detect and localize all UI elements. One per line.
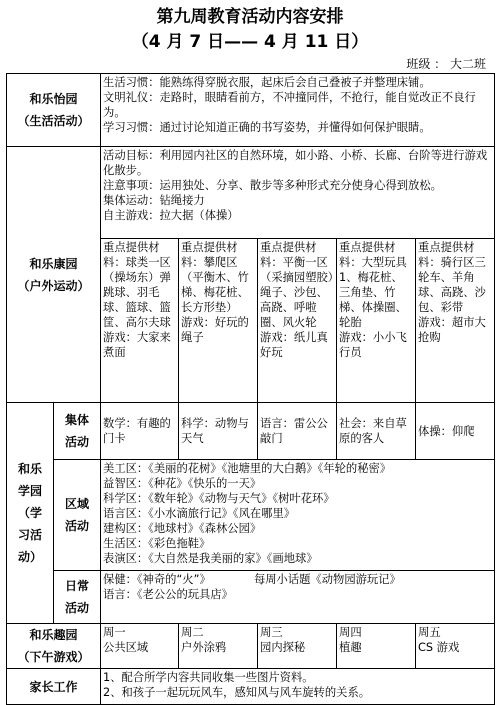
class-label: 班级 ： 大二班 <box>406 57 486 71</box>
afternoon-row <box>7 624 495 669</box>
parents-line: 2、和孩子一起玩玩风车，感知风与风车旋转的关系。 <box>103 686 371 699</box>
afternoon-activity: 户外涂鸦 <box>181 641 227 654</box>
afternoon-day-cell <box>416 624 495 669</box>
outdoor-day-cell <box>258 239 337 403</box>
outdoor-day-text: 重点提供材料：球类一区（操场东）弹跳球、羽毛球、篮球、篮筐、高尔夫球 游戏：大家来煮面 <box>103 241 171 359</box>
outdoor-day-cell <box>416 239 495 403</box>
daily-line <box>103 572 492 587</box>
outdoor-line: 注意事项：运用独处、分享、散步等多种形式充分使身心得到放松。 <box>103 179 442 192</box>
outdoor-label <box>7 147 101 403</box>
area-activity-row <box>7 460 495 571</box>
afternoon-day: 周二 <box>181 626 204 639</box>
outdoor-day-text: 重点提供材料：大型玩具1、梅花桩、三角垫、竹梯、体操圈、轮胎 游戏：小小飞行员 <box>339 241 407 359</box>
afternoon-day: 周五 <box>418 626 441 639</box>
date-range: （4 月 7 日—— 4 月 11 日） <box>131 32 369 52</box>
parents-content <box>101 669 495 705</box>
area-line: 语言区：《小水滴旅行记》《风在哪里》 <box>103 507 296 520</box>
life-row <box>7 74 495 147</box>
group-activity-cell: 社会：来自草原的客人 <box>337 403 416 460</box>
study-label-part: 和乐 <box>17 462 42 476</box>
schedule-table <box>6 73 495 705</box>
outdoor-line: 活动目标：利用园内社区的自然环境，如小路、小桥、长廊、台阶等进行游戏化散步。 <box>103 149 488 177</box>
life-label-sub: （生活活动） <box>17 114 90 128</box>
area-label-part: 区域 <box>65 497 90 511</box>
area-line: 美工区：《美丽的花树》《池塘里的大白鹅》《年轮的秘密》 <box>103 462 392 475</box>
daily-activity-content <box>101 571 495 624</box>
daily-activity-row <box>7 571 495 624</box>
daily-language: 语言：《老公公的玩具店》 <box>103 588 233 601</box>
parents-label: 家长工作 <box>7 669 101 705</box>
outdoor-day-cell <box>179 239 258 403</box>
afternoon-day: 周四 <box>339 626 362 639</box>
daily-activity-label <box>54 571 101 624</box>
area-activity-content <box>101 460 495 571</box>
study-label-part: 学园 <box>17 484 42 498</box>
group-activity-cell: 数学：有趣的门卡 <box>101 403 179 460</box>
area-line: 生活区：《彩色拖鞋》 <box>103 537 211 550</box>
outdoor-content <box>101 147 495 239</box>
afternoon-day: 周三 <box>260 626 283 639</box>
group-activity-label <box>54 403 101 460</box>
outdoor-row <box>7 147 495 239</box>
outdoor-day-text: 重点提供材料：骑行区三轮车、羊角球、高跷、沙包、彩带 游戏：超市大抢购 <box>418 241 486 344</box>
afternoon-label-name: 和乐趣园 <box>29 628 78 642</box>
afternoon-day-cell <box>337 624 416 669</box>
afternoon-label <box>7 624 101 669</box>
afternoon-activity: 园内探秘 <box>260 641 306 654</box>
life-line: 生活习惯：能熟练得穿脱衣服，起床后会自己叠被子并整理床铺。 <box>103 76 431 89</box>
outdoor-day-cell <box>337 239 416 403</box>
study-label <box>7 403 54 624</box>
afternoon-day-cell <box>258 624 337 669</box>
parents-row <box>7 669 495 705</box>
area-line: 表演区：《大自然是我美丽的家》《画地球》 <box>103 552 318 565</box>
outdoor-day-text: 重点提供材料：攀爬区（平衡木、竹梯、梅花桩、长方形垫） 游戏：好玩的绳子 <box>181 241 249 344</box>
afternoon-day: 周一 <box>103 626 126 639</box>
area-line: 科学区：《数年轮》《动物与天气》《树叶花环》 <box>103 492 335 505</box>
group-activity-cell: 语言：雷公公敲门 <box>258 403 337 460</box>
page-title: 第九周教育活动内容安排 <box>156 7 344 27</box>
group-activity-row <box>7 403 495 460</box>
group-label-part: 集体 <box>65 413 90 427</box>
afternoon-activity: 公共区域 <box>103 641 149 654</box>
afternoon-label-sub: （下午游戏） <box>17 650 90 664</box>
daily-weekly-topic: 每周小话题《动物园游玩记》 <box>253 573 401 586</box>
afternoon-day-cell <box>179 624 258 669</box>
group-label-part: 活动 <box>65 435 90 449</box>
afternoon-activity: 植趣 <box>339 641 362 654</box>
area-line: 益智区：《种花》《快乐的一天》 <box>103 477 262 490</box>
life-label-name: 和乐怡园 <box>29 92 78 106</box>
outdoor-label-name: 和乐康园 <box>29 256 78 271</box>
area-line: 建构区：《地球村》《森林公园》 <box>103 522 262 535</box>
area-activity-label <box>54 460 101 571</box>
study-label-part: 动） <box>17 550 42 564</box>
area-label-part: 活动 <box>65 519 90 533</box>
study-label-part: 习活 <box>17 528 42 542</box>
parents-line: 1、配合所学内容共同收集一些图片资料。 <box>103 671 314 684</box>
outdoor-line: 自主游戏：拉大据（体操） <box>103 209 239 222</box>
daily-health: 保健：《神奇的“火”》 <box>103 573 211 586</box>
study-label-part: （学 <box>17 506 42 520</box>
life-line: 学习习惯：通过讨论知道正确的书写姿势，并懂得如何保护眼睛。 <box>103 121 431 134</box>
outdoor-day-text: 重点提供材料：平衡一区（采摘园塑胶）绳子、沙包、高跷、呼啦圈、风火轮 游戏：纸儿真好玩 <box>260 241 334 359</box>
afternoon-day-cell <box>101 624 179 669</box>
life-content <box>101 74 495 147</box>
group-activity-cell: 体操：仰爬 <box>416 403 495 460</box>
life-label <box>7 74 101 147</box>
afternoon-activity: CS 游戏 <box>418 641 460 654</box>
daily-label-part: 日常 <box>65 579 90 593</box>
daily-label-part: 活动 <box>65 601 90 615</box>
outdoor-label-sub: （户外运动） <box>17 278 90 293</box>
life-line: 文明礼仪：走路时，眼睛看前方，不冲撞同伴，不抢行，能自觉改正不良行为。 <box>103 91 476 119</box>
outdoor-line: 集体运动：钻绳接力 <box>103 194 205 207</box>
outdoor-day-cell <box>101 239 179 403</box>
group-activity-cell: 科学：动物与天气 <box>179 403 258 460</box>
